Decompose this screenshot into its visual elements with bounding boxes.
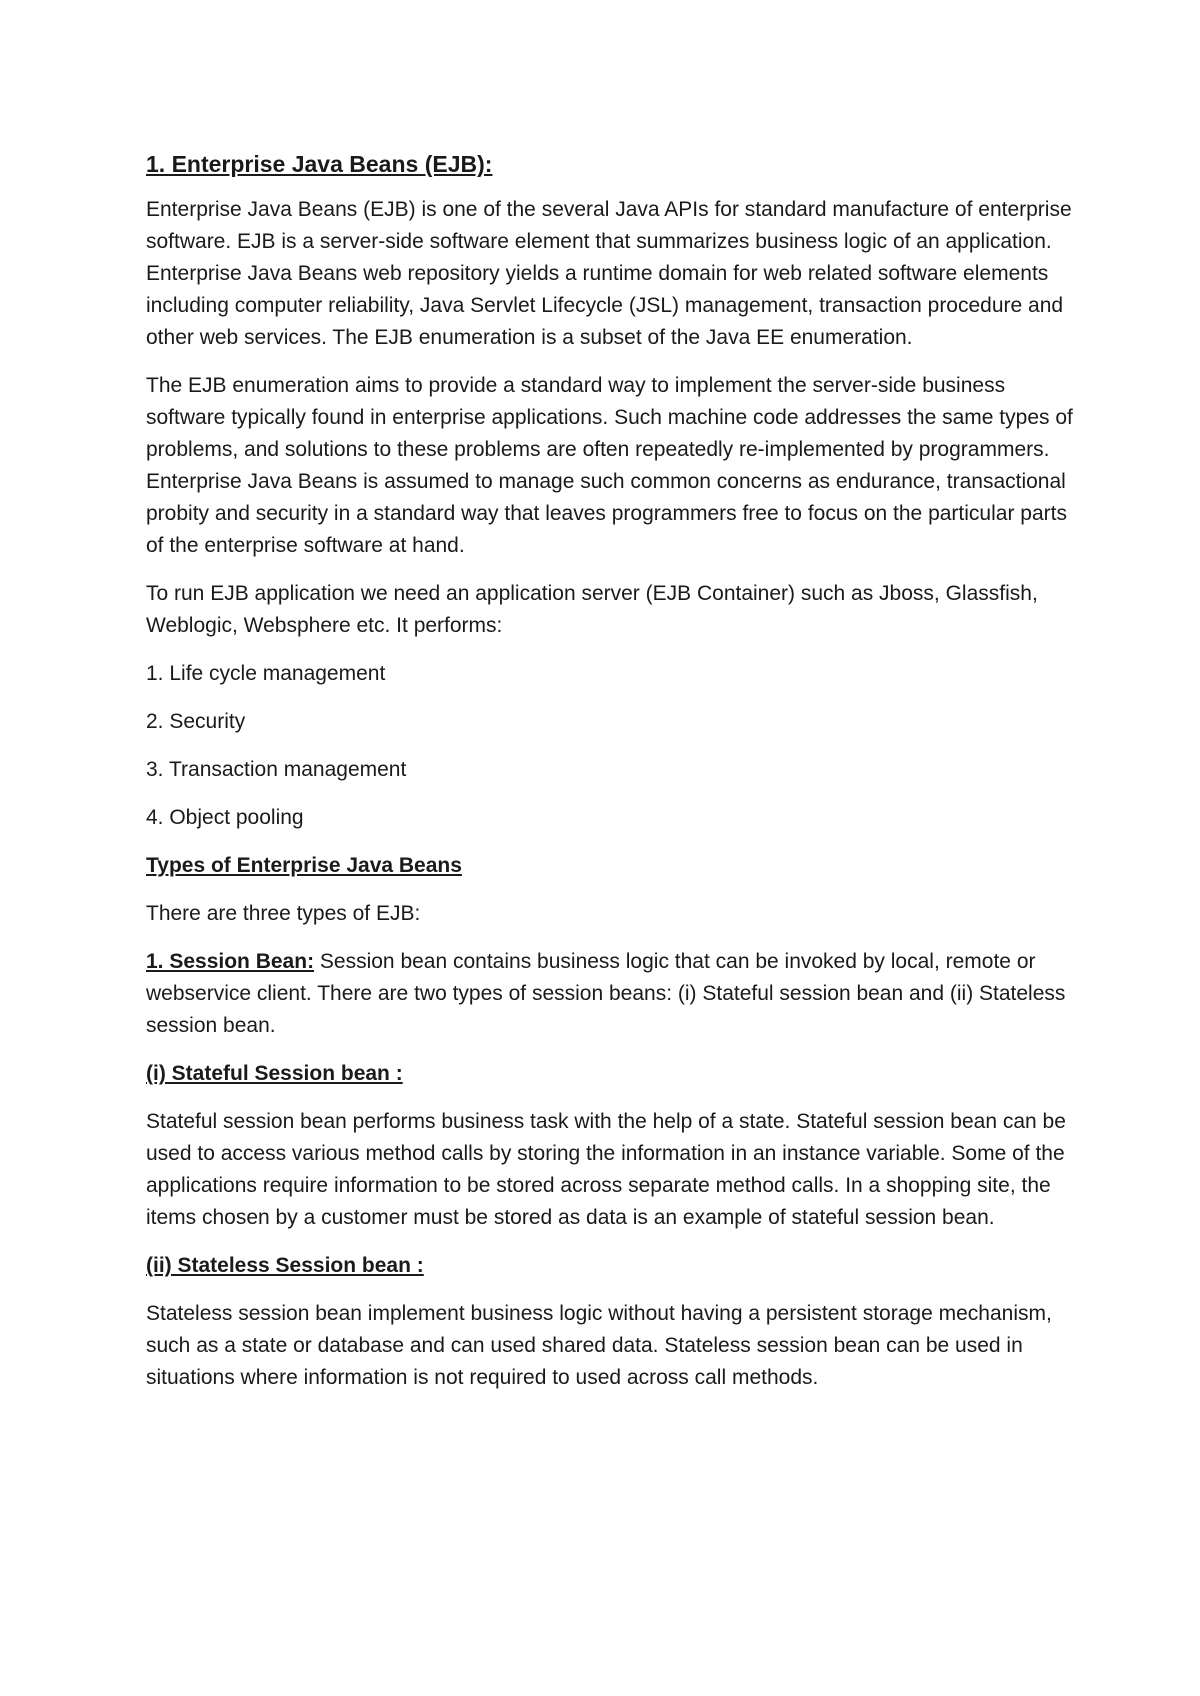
stateless-paragraph: Stateless session bean implement business logic without having a persistent storage mechanism, such as a state or database and can used shared data. Stateless session bean can be used in situations where information is not required to used across call methods. bbox=[146, 1302, 1052, 1389]
document-title: 1. Enterprise Java Beans (EJB): bbox=[146, 151, 493, 177]
performs-list-item: 4. Object pooling bbox=[146, 806, 304, 829]
session-bean-paragraph bbox=[146, 946, 1076, 1042]
performs-list-item: 3. Transaction management bbox=[146, 758, 407, 781]
stateful-paragraph: Stateful session bean performs business task with the help of a state. Stateful session bean can be used to access various method calls by storing the information in an instance variable. Some of the applications require information to be stored across separate method calls. In a shopping site, the items chosen by a customer must be stored as data is an example of stateful session bean. bbox=[146, 1110, 1066, 1229]
session-bean-label: 1. Session Bean: bbox=[146, 950, 315, 973]
stateless-heading: (ii) Stateless Session bean : bbox=[146, 1254, 424, 1277]
performs-list-item: 1. Life cycle management bbox=[146, 662, 386, 685]
document-page bbox=[146, 148, 1076, 1410]
types-intro: There are three types of EJB: bbox=[146, 902, 421, 925]
performs-list-item: 2. Security bbox=[146, 710, 246, 733]
types-heading: Types of Enterprise Java Beans bbox=[146, 854, 462, 877]
session-bean-text: Session bean contains business logic that can be invoked by local, remote or webservice client. There are two types of session beans: (i) Stateful session bean and (ii) Stateless session bean. bbox=[146, 950, 1066, 1037]
intro-paragraph-1: Enterprise Java Beans (EJB) is one of the several Java APIs for standard manufacture of enterprise software. EJB is a server-side software element that summarizes business logic of an application. Enterprise Java Beans web repository yields a runtime domain for web related software elements including computer reliability, Java Servlet Lifecycle (JSL) management, transaction procedure and other web services. The EJB enumeration is a subset of the Java EE enumeration. bbox=[146, 198, 1072, 349]
intro-paragraph-2: The EJB enumeration aims to provide a standard way to implement the server-side business software typically found in enterprise applications. Such machine code addresses the same types of problems, and solutions to these problems are often repeatedly re-implemented by programmers. Enterprise Java Beans is assumed to manage such common concerns as endurance, transactional probity and security in a standard way that leaves programmers free to focus on the particular parts of the enterprise software at hand. bbox=[146, 374, 1073, 557]
intro-paragraph-3: To run EJB application we need an application server (EJB Container) such as Jboss, Glassfish, Weblogic, Websphere etc. It performs: bbox=[146, 582, 1038, 637]
stateful-heading: (i) Stateful Session bean : bbox=[146, 1062, 403, 1085]
